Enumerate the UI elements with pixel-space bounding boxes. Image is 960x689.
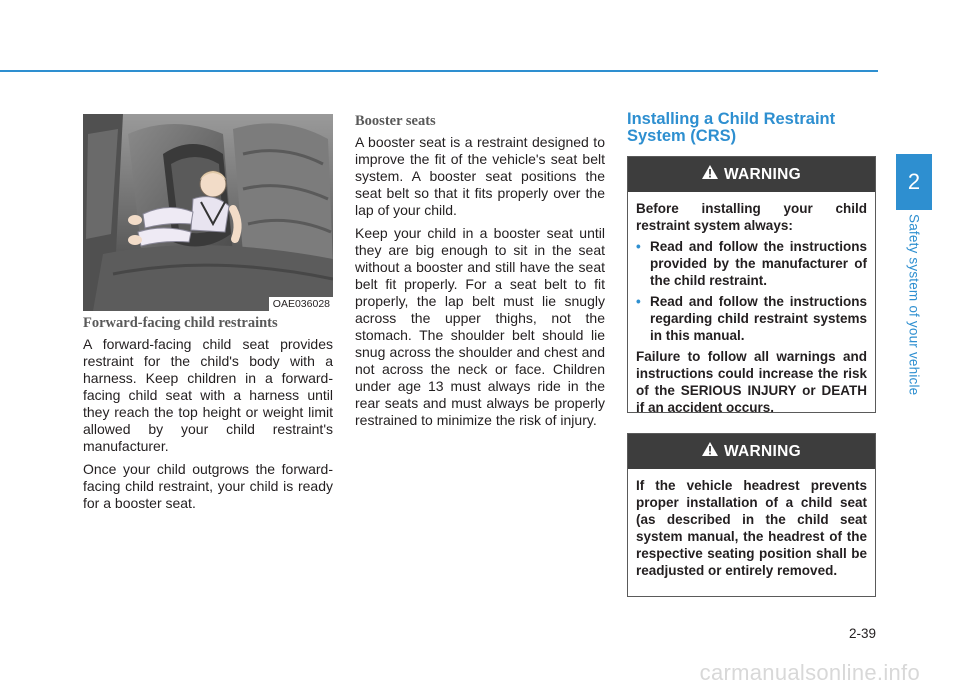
- booster-seats-heading: Booster seats: [355, 113, 436, 129]
- warning-list: [636, 238, 867, 344]
- child-seat-illustration: [83, 114, 333, 311]
- warning-body: [628, 192, 875, 416]
- installing-crs-heading-line1: Installing a Child Restraint: [627, 110, 836, 128]
- bullet-dot-icon: •: [636, 239, 641, 254]
- chapter-title: [903, 214, 925, 404]
- warning-closing: Failure to follow all warnings and instructions could increase the risk of the SERIOUS INJURY or DEATH if an accident occurs.: [636, 349, 867, 415]
- warning-triangle-icon: [702, 442, 718, 461]
- forward-facing-heading: Forward-facing child restraints: [83, 315, 278, 331]
- list-item: [636, 238, 867, 289]
- warning-intro: Before installing your child restraint system always:: [636, 201, 867, 233]
- paragraph: Keep your child in a booster seat until they are big enough to sit in the seat without a booster and still have the seat belt fit properly. For a seat belt to fit properly, the lap belt must lie snugly across the upper thighs, not the stomach. The shoulder belt should lie snug across the shoulder and chest and not across the neck or face. Children under age 13 must always ride in the rear seats and must always be properly restrained to minimize the risk of injury.: [355, 225, 605, 428]
- warning-text: If the vehicle headrest prevents proper installation of a child seat (as described in the child seat system manual, the headrest of the respective seating position shall be readjusted or entirely removed.: [636, 478, 867, 578]
- warning-box-1: [627, 156, 876, 413]
- paragraph: Once your child outgrows the forward-facing child restraint, your child is ready for a booster seat.: [83, 461, 333, 511]
- installing-crs-section: [627, 111, 877, 145]
- paragraph: A forward-facing child seat provides restraint for the child's body with a harness. Keep children in a forward-facing child seat with a harness until they reach the top height or weight limit allowed by your child restraint's manufacturer.: [83, 336, 333, 454]
- top-rule: [0, 70, 878, 72]
- installing-crs-heading-line2: System (CRS): [627, 127, 737, 145]
- bullet-dot-icon: •: [636, 294, 641, 309]
- chapter-title-text: Safety system of your vehicle: [906, 214, 922, 396]
- warning-body: [628, 469, 875, 579]
- list-item-text: Read and follow the instructions regarding child restraint systems in this manual.: [650, 294, 867, 343]
- chapter-tab: 2: [896, 154, 932, 210]
- page-number: 2-39: [848, 626, 876, 641]
- child-seat-photo: [83, 114, 333, 311]
- paragraph: A booster seat is a restraint designed to improve the fit of the vehicle's seat belt system. A booster seat positions the seat belt so that it fits properly over the lap of your child.: [355, 134, 605, 218]
- warning-triangle-icon: [702, 165, 718, 184]
- warning-title: WARNING: [723, 442, 801, 460]
- list-item: [636, 293, 867, 344]
- warning-header: [628, 434, 875, 469]
- list-item-text: Read and follow the instructions provided by the manufacturer of the child restraint.: [650, 239, 867, 288]
- warning-box-2: [627, 433, 876, 597]
- forward-facing-section: [83, 314, 333, 518]
- booster-seats-section: [355, 112, 605, 435]
- figure-code: OAE036028: [269, 297, 333, 311]
- watermark: carmanualsonline.info: [699, 660, 920, 685]
- warning-header: [628, 157, 875, 192]
- warning-title: WARNING: [723, 165, 801, 183]
